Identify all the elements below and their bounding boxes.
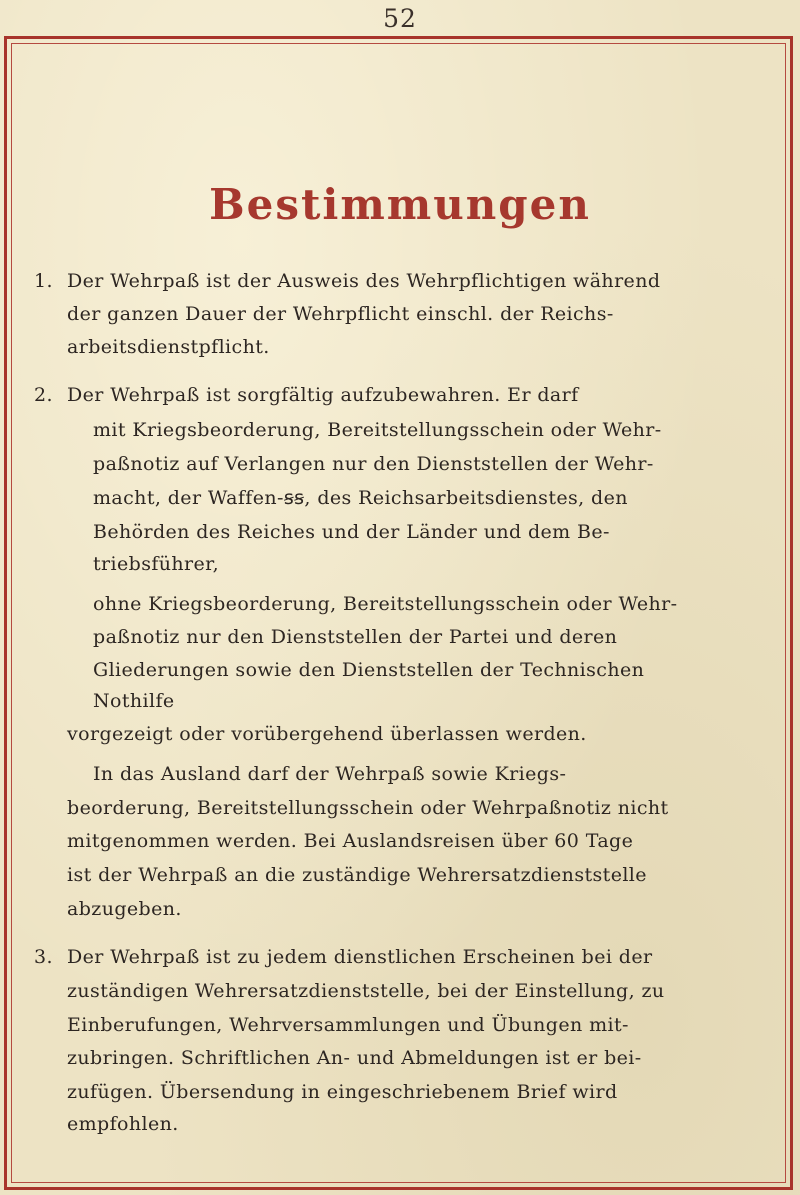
text-line: Der Wehrpaß ist zu jedem dienstlichen Erscheinen bei der <box>67 946 653 968</box>
text-line: vorgezeigt oder vorübergehend überlassen werden. <box>67 723 587 745</box>
text-line: Der Wehrpaß ist sorgfältig aufzubewahren. Er darf <box>67 384 579 406</box>
text-line: Behörden des Reiches und der Länder und dem Be- <box>93 521 610 543</box>
page-number: 52 <box>383 4 417 33</box>
text-line: zuständigen Wehrersatzdienststelle, bei der Einstellung, zu <box>67 980 665 1002</box>
text-line: beorderung, Bereitstellungsschein oder Wehrpaßnotiz nicht <box>67 797 669 819</box>
text-line: mitgenommen werden. Bei Auslandsreisen über 60 Tage <box>67 830 634 852</box>
text-line: In das Ausland darf der Wehrpaß sowie Kriegs- <box>93 763 567 785</box>
text-line: paßnotiz nur den Dienststellen der Partei und deren <box>93 626 618 648</box>
text-line: Der Wehrpaß ist der Ausweis des Wehrpflichtigen während <box>67 270 661 292</box>
text-line: abzugeben. <box>67 898 182 920</box>
text-line: empfohlen. <box>67 1113 179 1135</box>
text-line: macht, der Waffen-ꞩꞩ, des Reichsarbeitsdienstes, den <box>93 487 628 509</box>
text-line: Nothilfe <box>93 690 175 712</box>
text-line: triebsführer, <box>93 553 220 575</box>
text-line: ohne Kriegsbeorderung, Bereitstellungsschein oder Wehr- <box>93 593 678 615</box>
text-line: der ganzen Dauer der Wehrpflicht einschl. der Reichs- <box>67 303 614 325</box>
item-number: 2. <box>34 384 53 406</box>
text-line: mit Kriegsbeorderung, Bereitstellungsschein oder Wehr- <box>93 419 662 441</box>
text-line: arbeitsdienstpflicht. <box>67 336 270 358</box>
text-line: Gliederungen sowie den Dienststellen der Technischen <box>93 659 645 681</box>
text-line: ist der Wehrpaß an die zuständige Wehrersatzdienststelle <box>67 864 647 886</box>
item-number: 1. <box>34 270 53 292</box>
page-title: Bestimmungen <box>209 180 591 229</box>
text-line: paßnotiz auf Verlangen nur den Dienststellen der Wehr- <box>93 453 654 475</box>
text-line: zubringen. Schriftlichen An- und Abmeldungen ist er bei- <box>67 1047 642 1069</box>
text-line: Einberufungen, Wehrversammlungen und Übungen mit- <box>67 1014 629 1036</box>
item-number: 3. <box>34 946 53 968</box>
text-line: zufügen. Übersendung in eingeschriebenem Brief wird <box>67 1081 618 1103</box>
